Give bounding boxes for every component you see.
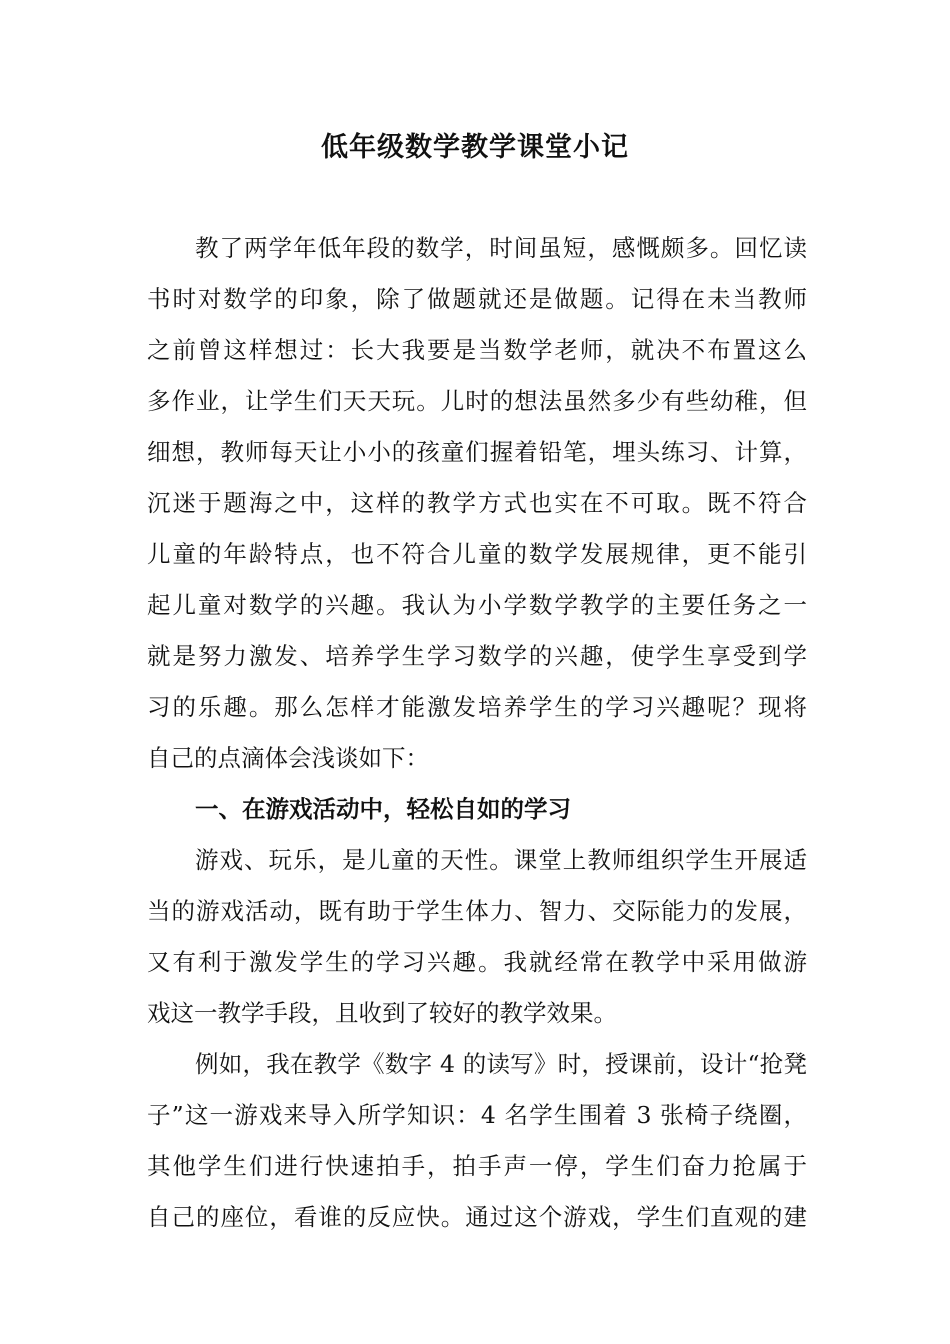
paragraph-line: 就是努力激发、培养学生学习数学的兴趣，使学生享受到学 bbox=[147, 642, 807, 670]
paragraph-line: 教了两学年低年段的数学，时间虽短，感慨颇多。回忆读 bbox=[195, 234, 807, 262]
paragraph-line: 习的乐趣。那么怎样才能激发培养学生的学习兴趣呢？现将 bbox=[147, 693, 807, 721]
paragraph-line: 自己的座位，看谁的反应快。通过这个游戏，学生们直观的建 bbox=[147, 1203, 807, 1231]
paragraph-line: 其他学生们进行快速拍手，拍手声一停，学生们奋力抢属于 bbox=[147, 1152, 807, 1180]
paragraph-line: 当的游戏活动，既有助于学生体力、智力、交际能力的发展， bbox=[147, 897, 807, 925]
paragraph-line: 游戏、玩乐，是儿童的天性。课堂上教师组织学生开展适 bbox=[195, 846, 807, 874]
paragraph-line: 书时对数学的印象，除了做题就还是做题。记得在未当教师 bbox=[147, 285, 807, 313]
paragraph-line: 例如，我在教学《数字 4 的读写》时，授课前，设计“抢凳 bbox=[195, 1050, 807, 1078]
paragraph-line: 细想，教师每天让小小的孩童们握着铅笔，埋头练习、计算， bbox=[147, 438, 807, 466]
document-body bbox=[147, 223, 807, 1243]
paragraph-line: 子”这一游戏来导入所学知识：4 名学生围着 3 张椅子绕圈， bbox=[147, 1101, 807, 1129]
paragraph-line: 多作业，让学生们天天玩。儿时的想法虽然多少有些幼稚，但 bbox=[147, 387, 807, 415]
paragraph-line: 之前曾这样想过：长大我要是当数学老师，就决不布置这么 bbox=[147, 336, 807, 364]
document-title: 低年级数学教学课堂小记 bbox=[321, 132, 629, 163]
paragraph-line: 戏这一教学手段，且收到了较好的教学效果。 bbox=[147, 999, 617, 1027]
paragraph-line: 自己的点滴体会浅谈如下： bbox=[147, 744, 429, 772]
paragraph-line: 沉迷于题海之中，这样的教学方式也实在不可取。既不符合 bbox=[147, 489, 807, 517]
paragraph-line: 儿童的年龄特点，也不符合儿童的数学发展规律，更不能引 bbox=[147, 540, 807, 568]
section-heading: 一、在游戏活动中，轻松自如的学习 bbox=[195, 795, 571, 823]
paragraph-line: 又有利于激发学生的学习兴趣。我就经常在教学中采用做游 bbox=[147, 948, 807, 976]
paragraph-line: 起儿童对数学的兴趣。我认为小学数学教学的主要任务之一 bbox=[147, 591, 807, 619]
